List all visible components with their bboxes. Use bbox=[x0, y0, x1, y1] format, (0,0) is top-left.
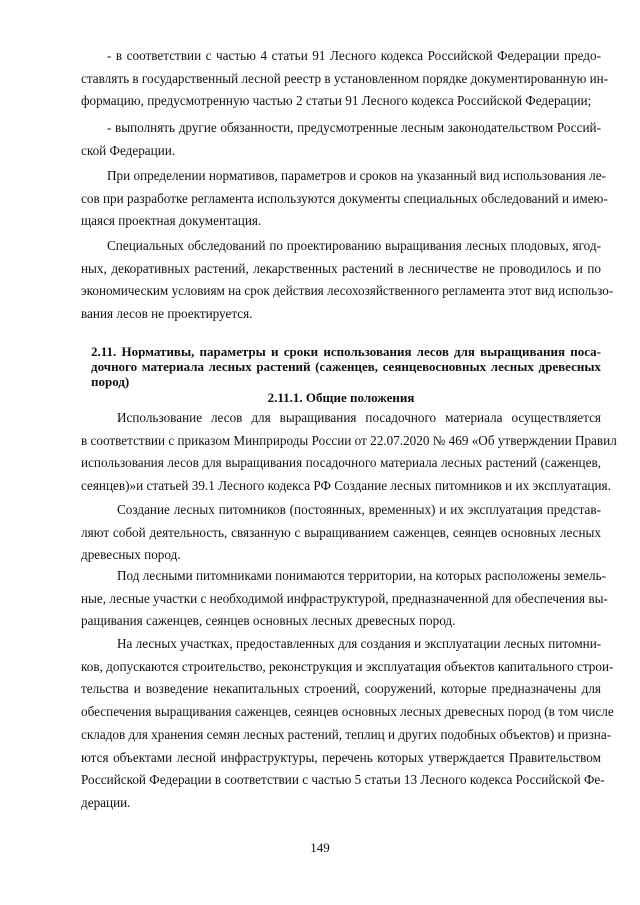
text-line: ных, декоративных растений, лекарственных растений в лесничестве не проводилось и по bbox=[81, 260, 601, 276]
text-line: ков, допускаются строительство, реконструкция и эксплуатация объектов капитального строи- bbox=[81, 658, 614, 674]
text-line: в соответствии с приказом Минприроды России от 22.07.2020 № 469 «Об утверждении Правил bbox=[81, 432, 617, 448]
text-line: Специальных обследований по проектированию выращивания лесных плодовых, ягод- bbox=[107, 238, 601, 253]
heading-line: 2.11. Нормативы, параметры и сроки использования лесов для выращивания поса- bbox=[91, 344, 601, 359]
subheading-text: 2.11.1. Общие положения bbox=[267, 390, 415, 405]
text-line: складов для хранения семян лесных растений, теплиц и других подобных объектов) и призна- bbox=[81, 726, 612, 742]
text-line: ставлять в государственный лесной реестр в установленном порядке документированную ин- bbox=[81, 70, 609, 86]
text-line: вания лесов не проектируется. bbox=[81, 306, 253, 322]
text-line: древесных пород. bbox=[81, 547, 181, 563]
text-line: использования лесов для выращивания посадочного материала лесных растений (саженцев, bbox=[81, 455, 601, 471]
text-line: ской Федерации. bbox=[81, 142, 176, 158]
text-line: щаяся проектная документация. bbox=[81, 213, 262, 229]
text-line: На лесных участках, предоставленных для создания и эксплуатации лесных питомни- bbox=[117, 636, 602, 651]
heading-line: пород) bbox=[91, 374, 130, 389]
text-line: ращивания саженцев, сеянцев основных лесных древесных пород. bbox=[81, 613, 456, 629]
text-line: формацию, предусмотренную частью 2 статьи 91 Лесного кодекса Российской Федерации; bbox=[81, 93, 592, 109]
page-number: 149 bbox=[310, 840, 330, 855]
text-line: При определении нормативов, параметров и сроков на указанный вид использования ле- bbox=[107, 168, 606, 183]
text-line: экономическим условиям на срок действия лесохозяйственного регламента этот вид использо- bbox=[81, 283, 614, 299]
text-line: обеспечения выращивания саженцев, сеянцев основных лесных древесных пород (в том числе bbox=[81, 704, 614, 720]
text-line: сов при разработке регламента используются документы специальных обследований и имею- bbox=[81, 190, 608, 206]
heading-line: дочного материала лесных растений (саженцев, сеянцевосновных лесных древесных bbox=[91, 359, 601, 374]
text-line: Создание лесных питомников (постоянных, временных) и их эксплуатация представ- bbox=[117, 502, 601, 517]
text-line: Использование лесов для выращивания посадочного материала осуществляется bbox=[117, 410, 601, 425]
text-line: тельства и возведение некапитальных строений, сооружений, которые предназначены для bbox=[81, 681, 601, 697]
text-line: ные, лесные участки с необходимой инфраструктурой, предназначенной для обеспечения вы- bbox=[81, 590, 608, 606]
text-line: ются объектами лесной инфраструктуры, перечень которых утверждается Правительством bbox=[81, 749, 601, 765]
text-line: сеянцев)»и статьей 39.1 Лесного кодекса РФ Создание лесных питомников и их эксплуатация. bbox=[81, 478, 611, 494]
text-line: ляют собой деятельность, связанную с выращиванием саженцев, сеянцев основных лесных bbox=[81, 524, 601, 540]
text-line: - выполнять другие обязанности, предусмотренные лесным законодательством Россий- bbox=[107, 120, 601, 135]
text-line: дерации. bbox=[81, 794, 131, 810]
text-line: Под лесными питомниками понимаются территории, на которых расположены земель- bbox=[117, 568, 607, 583]
text-line: - в соответствии с частью 4 статьи 91 Лесного кодекса Российской Федерации предо- bbox=[107, 48, 601, 63]
text-line: Российской Федерации в соответствии с частью 5 статьи 13 Лесного кодекса Российской Фе- bbox=[81, 772, 605, 788]
